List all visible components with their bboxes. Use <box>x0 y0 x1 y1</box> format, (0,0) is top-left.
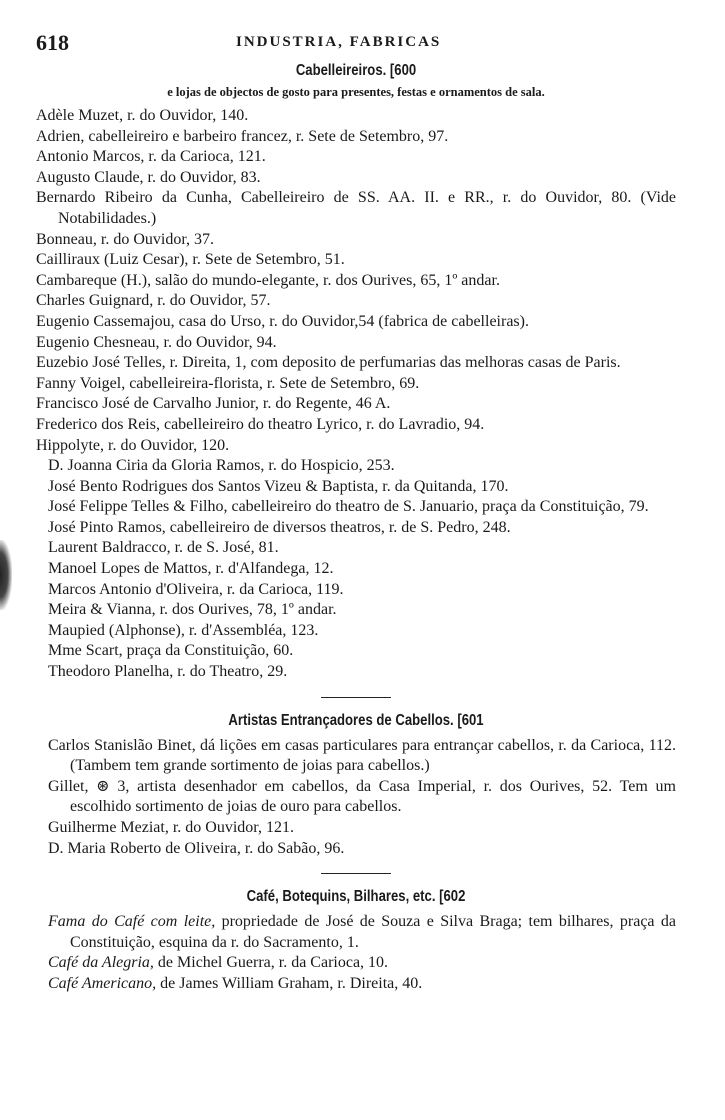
list-item: Cambareque (H.), salão do mundo-elegante, r. dos Ourives, 65, 1º andar. <box>36 271 500 289</box>
list-item: Bonneau, r. do Ouvidor, 37. <box>36 230 215 248</box>
list-item: José Bento Rodrigues dos Santos Vizeu & Baptista, r. da Quitanda, 170. <box>48 477 509 495</box>
list-item <box>48 953 676 974</box>
list-item: Carlos Stanislão Binet, dá lições em casas particulares para entrançar cabellos, r. da Carioca, 112. (Tambem tem grande sortimento de joias para cabellos.) <box>48 736 676 775</box>
list-item <box>48 912 676 953</box>
list-item <box>48 974 676 995</box>
page <box>36 30 676 995</box>
section-divider <box>321 873 391 874</box>
section-divider <box>321 697 391 698</box>
page-number: 618 <box>36 30 69 55</box>
list-item: José Felippe Telles & Filho, cabelleireiro do theatro de S. Januario, praça da Constituição, 79. <box>48 498 649 516</box>
establishment-name: Café Americano, <box>48 974 157 992</box>
entry-list-cafe <box>36 912 676 994</box>
entry-details: de Michel Guerra, r. da Carioca, 10. <box>153 954 389 972</box>
list-item: Francisco José de Carvalho Junior, r. do Regente, 46 A. <box>36 395 391 413</box>
list-item: Guilherme Meziat, r. do Ouvidor, 121. <box>48 819 294 836</box>
list-item: Eugenio Chesneau, r. do Ouvidor, 94. <box>36 333 277 351</box>
list-item: Euzebio José Telles, r. Direita, 1, com deposito de perfumarias das melhoras casas de Paris. <box>36 354 621 372</box>
binding-shadow-mark <box>0 540 12 610</box>
section-title-cafe: Café, Botequins, Bilhares, etc. [602 <box>246 888 466 906</box>
list-item: Augusto Claude, r. do Ouvidor, 83. <box>36 168 261 186</box>
list-item: Antonio Marcos, r. da Carioca, 121. <box>36 148 266 166</box>
list-item: D. Joanna Ciria da Gloria Ramos, r. do Hospicio, 253. <box>48 457 395 475</box>
list-item: José Pinto Ramos, cabelleireiro de diversos theatros, r. de S. Pedro, 248. <box>48 518 511 536</box>
section-title-artistas: Artistas Entrançadores de Cabellos. [601 <box>228 711 484 729</box>
list-item: Mme Scart, praça da Constituição, 60. <box>48 642 294 660</box>
list-item: Bernardo Ribeiro da Cunha, Cabelleireiro de SS. AA. II. e RR., r. do Ouvidor, 80. (Vide Notabilidades.) <box>36 189 676 227</box>
entry-list-artistas <box>36 736 676 860</box>
list-item: Meira & Vianna, r. dos Ourives, 78, 1º andar. <box>48 601 337 619</box>
running-head: INDUSTRIA, FABRICAS <box>236 34 442 50</box>
list-item: Laurent Baldracco, r. de S. José, 81. <box>48 539 279 557</box>
list-item: Gillet, ⊛ 3, artista desenhador em cabellos, da Casa Imperial, r. dos Ourives, 52. Tem um escolhido sortimento de joias de ouro para cabellos. <box>48 777 676 816</box>
page-header <box>36 30 676 58</box>
list-item: Manoel Lopes de Mattos, r. d'Alfandega, 12. <box>48 560 334 578</box>
list-item: Charles Guignard, r. do Ouvidor, 57. <box>36 292 271 310</box>
list-item: Frederico dos Reis, cabelleireiro do theatro Lyrico, r. do Lavradio, 94. <box>36 415 485 433</box>
list-item: Fanny Voigel, cabelleireira-florista, r. Sete de Setembro, 69. <box>36 374 420 392</box>
list-item: Maupied (Alphonse), r. d'Assembléa, 123. <box>48 621 319 639</box>
list-item: Adèle Muzet, r. do Ouvidor, 140. <box>36 107 249 124</box>
list-item: D. Maria Roberto de Oliveira, r. do Sabão, 96. <box>48 839 345 857</box>
entry-details: de James William Graham, r. Direita, 40. <box>156 974 423 992</box>
list-item: Marcos Antonio d'Oliveira, r. da Carioca, 119. <box>48 580 344 598</box>
section-title-cabelleireiros: Cabelleireiros. [600 <box>295 62 417 79</box>
list-item: Hippolyte, r. do Ouvidor, 120. <box>36 436 230 454</box>
entry-list-cabelleireiros <box>36 106 676 683</box>
section-subtitle-cabelleireiros: e lojas de objectos de gosto para presentes, festas e ornamentos de sala. <box>167 85 545 99</box>
list-item: Eugenio Cassemajou, casa do Urso, r. do Ouvidor,54 (fabrica de cabelleiras). <box>36 312 529 330</box>
list-item: Adrien, cabelleireiro e barbeiro francez, r. Sete de Setembro, 97. <box>36 127 449 145</box>
entry-details: propriedade de José de Souza e Silva Braga; tem bilhares, praça da Constituição, esquina da r. do Sacramento, 1. <box>70 913 676 951</box>
list-item: Theodoro Planelha, r. do Theatro, 29. <box>48 663 288 681</box>
establishment-name: Café da Alegria, <box>48 954 154 972</box>
establishment-name: Fama do Café com leite, <box>48 913 216 931</box>
list-item: Cailliraux (Luiz Cesar), r. Sete de Setembro, 51. <box>36 251 345 269</box>
